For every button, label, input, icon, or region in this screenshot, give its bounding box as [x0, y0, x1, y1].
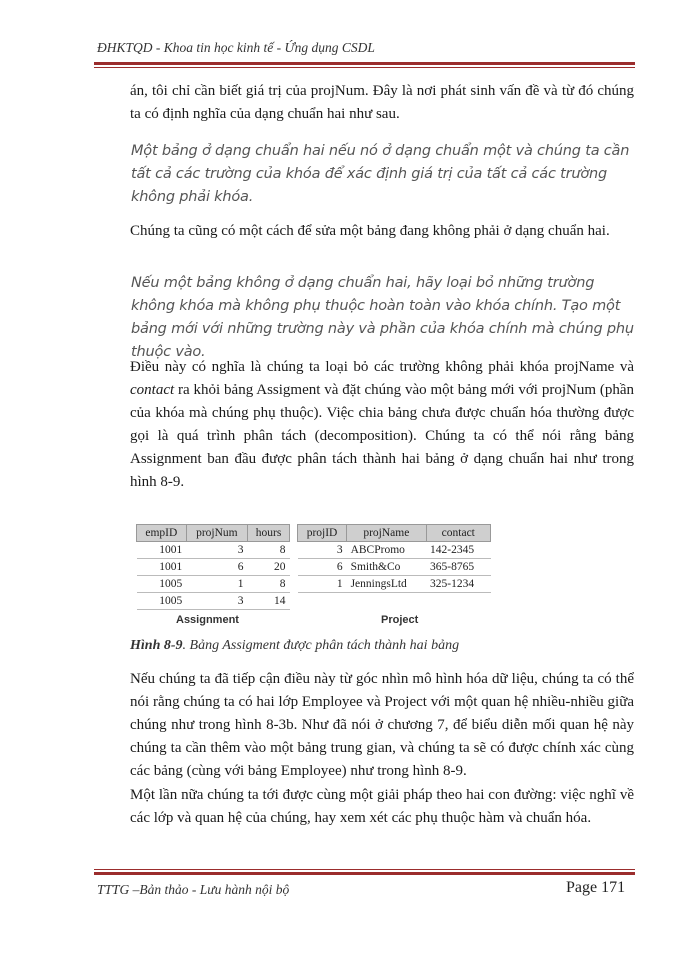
table-cell: 6 — [186, 559, 247, 576]
table-cell: 6 — [298, 559, 347, 576]
figure-8-9 — [136, 524, 496, 632]
figure-caption — [130, 638, 459, 654]
caption-label: Hình 8-9 — [130, 638, 183, 653]
table-cell: 8 — [248, 542, 290, 559]
page-label: Page — [566, 879, 598, 896]
paragraph-4: Nếu chúng ta đã tiếp cận điều này từ góc nhìn mô hình hóa dữ liệu, chúng ta có thể nói rằng chúng ta có hai lớp Employee và Project với một quan hệ nhiều-nhiều giữa chúng như trong hình 8-3b. Như đã nói ở chương 7, để biểu diễn mối quan hệ này chúng ta cần thêm vào một bảng trung gian, và chúng ta sẽ có được chính xác cùng các bảng (cùng với bảng Employee) như trong hình 8-9. — [130, 671, 634, 779]
table-cell: Smith&Co — [347, 559, 426, 576]
table-cell: 3 — [298, 542, 347, 559]
table-cell: 1 — [186, 576, 247, 593]
project-table — [297, 524, 491, 593]
table-cell: 142-2345 — [426, 542, 490, 559]
table-cell: 8 — [248, 576, 290, 593]
table-row — [298, 559, 491, 576]
assignment-label: Assignment — [176, 614, 239, 626]
table-cell: 14 — [248, 593, 290, 610]
table-row — [137, 593, 290, 610]
table-cell: 3 — [186, 593, 247, 610]
page-header: ĐHKTQD - Khoa tin học kinh tế - Ứng dụng CSDL — [97, 40, 375, 55]
table-header-cell: projName — [347, 525, 426, 542]
page-number-value: 171 — [601, 879, 626, 896]
footer-rule-thin — [94, 869, 635, 870]
paragraph-3-part-b: ra khỏi bảng Assigment và đặt chúng vào một bảng mới với projNum (phần của khóa mà chúng phụ thuộc). Việc chia bảng chưa được chuẩn hóa thường được gọi là quá trình phân tách (decomposition). Chúng ta có thể nói rằng bảng Assignment ban đầu được phân tách thành hai bảng ở dạng chuẩn hai như trong hình 8-9. — [130, 382, 634, 490]
table-cell: JenningsLtd — [347, 576, 426, 593]
table-cell: 365-8765 — [426, 559, 490, 576]
table-row — [137, 542, 290, 559]
assignment-table — [136, 524, 290, 610]
paragraph-3 — [130, 356, 634, 494]
table-cell: 1005 — [137, 593, 187, 610]
footer-rule-thick — [94, 872, 635, 875]
contact-term: contact — [130, 382, 175, 398]
header-rule-thick — [94, 62, 635, 65]
table-row — [137, 559, 290, 576]
table-cell: 325-1234 — [426, 576, 490, 593]
table-cell: 1001 — [137, 559, 187, 576]
table-cell: 20 — [248, 559, 290, 576]
table-header-cell: projNum — [186, 525, 247, 542]
table-header-cell: hours — [248, 525, 290, 542]
table-header-cell: empID — [137, 525, 187, 542]
page-number — [566, 879, 625, 897]
table-cell: 3 — [186, 542, 247, 559]
project-label: Project — [381, 614, 419, 626]
table-header-cell: contact — [426, 525, 490, 542]
table-row — [298, 576, 491, 593]
caption-text: . Bảng Assigment được phân tách thành hai bảng — [182, 638, 460, 653]
table-cell: 1001 — [137, 542, 187, 559]
paragraph-2: Chúng ta cũng có một cách để sửa một bảng đang không phải ở dạng chuẩn hai. — [130, 223, 610, 239]
table-row — [137, 576, 290, 593]
table-row — [298, 542, 491, 559]
table-cell: 1 — [298, 576, 347, 593]
paragraph-1: án, tôi chỉ cần biết giá trị của projNum. Đây là nơi phát sinh vấn đề và từ đó chúng ta có định nghĩa của dạng chuẩn hai như sau. — [130, 83, 634, 122]
footer-note: TTTG –Bản thảo - Lưu hành nội bộ — [97, 882, 290, 897]
paragraph-3-part-a: Điều này có nghĩa là chúng ta loại bỏ các trường không phải khóa projName và — [130, 359, 634, 375]
paragraph-5: Một lần nữa chúng ta tới được cùng một giải pháp theo hai con đường: việc nghĩ về các lớp và quan hệ của chúng, hay xem xét các phụ thuộc hàm và chuẩn hóa. — [130, 787, 634, 826]
table-header-cell: projID — [298, 525, 347, 542]
quote-rule: Nếu một bảng không ở dạng chuẩn hai, hãy loại bỏ những trường không khóa mà không phụ thuộc hoàn toàn vào khóa chính. Tạo một bảng mới với những trường này và phần của khóa chính mà chúng phụ thuộc vào. — [131, 275, 634, 360]
header-rule-thin — [94, 67, 635, 68]
table-cell: 1005 — [137, 576, 187, 593]
quote-definition: Một bảng ở dạng chuẩn hai nếu nó ở dạng chuẩn một và chúng ta cần tất cả các trường của khóa để xác định giá trị của tất cả các trường không phải khóa. — [131, 143, 630, 205]
table-cell: ABCPromo — [347, 542, 426, 559]
